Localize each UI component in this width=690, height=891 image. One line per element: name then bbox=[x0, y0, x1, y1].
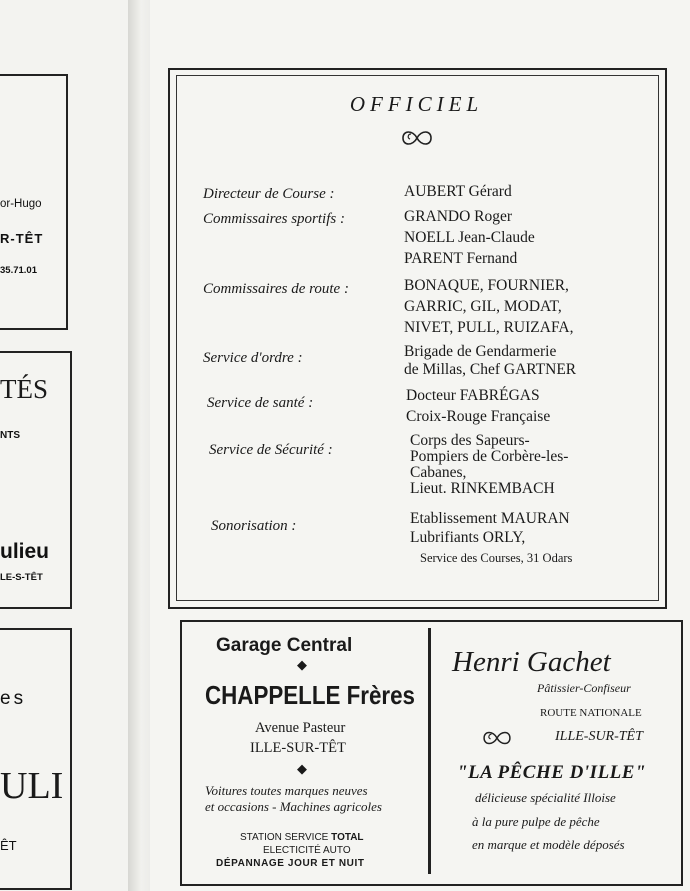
patissier-name: Henri Gachet bbox=[452, 646, 611, 678]
role-service-ordre: Service d'ordre : bbox=[203, 350, 303, 366]
left-ad-3-name: ULI bbox=[0, 765, 64, 807]
names-commissaires-route: BONAQUE, FOURNIER, GARRIC, GIL, MODAT, NIVET, PULL, RUIZAFA, bbox=[404, 277, 574, 336]
officiel-title: OFFICIEL bbox=[349, 92, 484, 116]
patissier-desc-3: en marque et modèle déposés bbox=[472, 837, 625, 852]
left-ad-3-town: ÊT bbox=[0, 838, 17, 853]
names-service-sante: Docteur FABRÉGAS Croix-Rouge Française bbox=[406, 387, 551, 425]
garage-station-brand: TOTAL bbox=[331, 832, 364, 843]
names-sonorisation: Etablissement MAURAN Lubrifiants ORLY, bbox=[410, 510, 570, 546]
garage-town: ILLE-SUR-TÊT bbox=[250, 740, 346, 756]
names-service-securite: Corps des Sapeurs- Pompiers de Corbère-les- Cabanes, Lieut. RINKEMBACH bbox=[410, 432, 569, 497]
ornament-icon bbox=[400, 125, 434, 151]
garage-company: CHAPPELLE Frères bbox=[205, 680, 416, 710]
garage-elec: ELECTICITÉ AUTO bbox=[263, 845, 351, 856]
left-ad-2-heading: TÉS bbox=[0, 374, 49, 404]
names-service-ordre: Brigade de Gendarmerie de Millas, Chef GARTNER bbox=[404, 343, 577, 378]
patissier-product: "LA PÊCHE D'ILLE" bbox=[457, 762, 647, 783]
ornament-icon bbox=[480, 726, 514, 750]
garage-station bbox=[240, 832, 364, 843]
garage-address: Avenue Pasteur bbox=[255, 720, 346, 736]
garage-title: Garage Central bbox=[216, 635, 353, 656]
garage-depannage: DÉPANNAGE JOUR ET NUIT bbox=[216, 858, 365, 869]
names-sonorisation-extra: Service des Courses, 31 Odars bbox=[420, 551, 573, 565]
left-ad-2-town: LE-S-TÊT bbox=[0, 572, 43, 583]
left-ad-3-heading: es bbox=[0, 688, 27, 709]
role-sonorisation: Sonorisation : bbox=[211, 518, 297, 534]
role-service-sante: Service de santé : bbox=[207, 395, 314, 411]
diamond-icon: ◆ bbox=[297, 761, 307, 776]
names-commissaires-sportifs: GRANDO Roger NOELL Jean-Claude PARENT Fernand bbox=[404, 208, 535, 267]
role-directeur: Directeur de Course : bbox=[203, 186, 335, 202]
role-commissaires-route: Commissaires de route : bbox=[203, 281, 349, 297]
names-directeur: AUBERT Gérard bbox=[404, 183, 512, 200]
left-ad-1-town: R-TÊT bbox=[0, 231, 44, 246]
patissier-trade: Pâtissier-Confiseur bbox=[537, 681, 631, 695]
ads-divider bbox=[428, 628, 431, 874]
patissier-route: ROUTE NATIONALE bbox=[540, 707, 642, 719]
left-ad-2-name: ulieu bbox=[0, 540, 50, 563]
left-ad-1-phone: 35.71.01 bbox=[0, 265, 37, 276]
patissier-desc-1: délicieuse spécialité Illoise bbox=[475, 790, 616, 805]
garage-line-1: Voitures toutes marques neuves bbox=[205, 783, 368, 798]
garage-line-2: et occasions - Machines agricoles bbox=[205, 799, 382, 814]
role-service-securite: Service de Sécurité : bbox=[209, 442, 333, 458]
garage-station-prefix: STATION SERVICE bbox=[240, 832, 329, 843]
left-ad-1-street: or-Hugo bbox=[0, 198, 42, 210]
left-ad-2-subheading: NTS bbox=[0, 430, 20, 441]
role-commissaires-sportifs: Commissaires sportifs : bbox=[203, 211, 345, 227]
patissier-desc-2: à la pure pulpe de pêche bbox=[472, 814, 600, 829]
patissier-town: ILLE-SUR-TÊT bbox=[555, 729, 643, 744]
page-fold bbox=[128, 0, 150, 891]
diamond-icon: ◆ bbox=[297, 657, 307, 672]
